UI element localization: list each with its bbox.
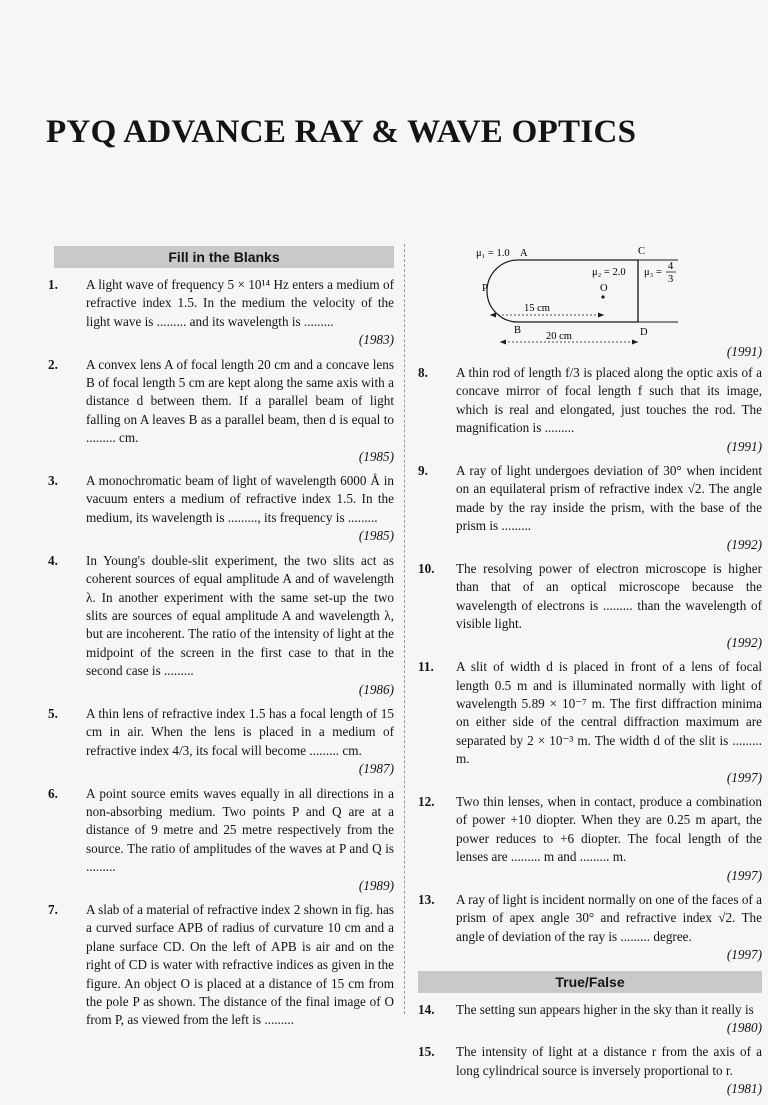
- question-year: (1980): [726, 1020, 762, 1035]
- object-point-o: [601, 295, 604, 298]
- question-item: [418, 364, 762, 456]
- question-number: 4.: [48, 552, 58, 568]
- question-item: [48, 901, 394, 1030]
- question-year: (1985): [358, 528, 394, 544]
- question-year: (1987): [358, 761, 394, 777]
- point-b-label: B: [514, 325, 522, 336]
- question-text: A thin rod of length f/3 is placed along the optic axis of a concave mirror of focal length f such that its image, which is real and elongated, just touches the rod. The magnification is .........: [456, 365, 762, 436]
- question-text: A convex lens A of focal length 20 cm and a concave lens B of focal length 5 cm are kept along the same axis with a distance d between them. If a parallel beam of light falling on A leaves B as a parallel beam, then d is equal to ......... cm.: [86, 356, 394, 446]
- point-o-label: O: [600, 283, 608, 294]
- question-number: 9.: [418, 463, 428, 479]
- question-number: 8.: [418, 365, 428, 380]
- column-divider: [404, 244, 405, 1014]
- section-header-true-false: True/False: [418, 971, 762, 993]
- question-year: (1992): [726, 634, 762, 650]
- question-number: 3.: [48, 473, 58, 489]
- refraction-diagram: [418, 244, 762, 346]
- dim-15cm-label: 15 cm: [524, 303, 550, 314]
- question-list-left: [48, 276, 394, 1030]
- dim-20cm-label: 20 cm: [546, 331, 572, 342]
- question-number: 1.: [48, 277, 58, 292]
- question-year: (1997): [726, 867, 762, 883]
- slab-figure: [418, 244, 762, 346]
- question-text: The intensity of light at a distance r from the axis of a long cylindrical source is inversely proportional to r.: [456, 1044, 762, 1078]
- question-year: (1997): [726, 947, 762, 963]
- question-year: (1991): [726, 438, 762, 454]
- mu2-label: μ₂ = 2.0: [592, 267, 626, 278]
- question-number: 13.: [418, 891, 435, 907]
- question-number: 5.: [48, 705, 58, 721]
- question-item: [48, 705, 394, 779]
- question-number: 2.: [48, 356, 58, 372]
- question-item: [418, 1043, 762, 1098]
- question-text: A slit of width d is placed in front of a lens of focal length 0.5 m and is illuminated normally with light of wavelength 5.89 × 10⁻⁷ m. The first diffraction minima on either side of the central diffraction maximum are separated by 2 × 10⁻³ m. The width d of the slit is ......... m.: [456, 659, 762, 767]
- question-item: [48, 276, 394, 350]
- point-a-label: A: [520, 248, 528, 259]
- question-number: 14.: [418, 1001, 435, 1017]
- question-item: [48, 356, 394, 466]
- question-year: (1997): [726, 769, 762, 785]
- question-text: A ray of light undergoes deviation of 30° when incident on an equilateral prism of refractive index √2. The angle made by the ray inside the prism, with the base of the prism is .........: [456, 463, 762, 534]
- mu1-label: μ₁ = 1.0: [476, 248, 510, 259]
- question-number: 12.: [418, 793, 435, 809]
- question-item: [418, 891, 762, 965]
- question-number: 6.: [48, 785, 58, 801]
- question-text: Two thin lenses, when in contact, produce a combination of power +10 diopter. When they are 0.25 m apart, the power reduces to +6 diopter. The focal length of the lenses are ......... m and ......... m.: [456, 793, 762, 865]
- mu3-denominator: 3: [668, 274, 674, 285]
- point-d-label: D: [640, 327, 648, 338]
- question-number: 10.: [418, 561, 435, 577]
- section-header-fill-blanks: Fill in the Blanks: [54, 246, 394, 268]
- question-text: The resolving power of electron microscope is higher than that of an optical microscope because the wavelength of electrons is ......... than the wavelength of visible light.: [456, 561, 762, 632]
- question-year: (1985): [358, 448, 394, 464]
- mu3-label: μ₃ =: [644, 267, 662, 278]
- question-text: A monochromatic beam of light of wavelength 6000 Å in vacuum enters a medium of refractive index 1.5. In the medium, its wavelength is ........., its frequency is .........: [86, 473, 394, 525]
- question-text: The setting sun appears higher in the sky than it really is: [456, 1001, 754, 1017]
- question-item: [48, 785, 394, 895]
- question-item: [418, 793, 762, 885]
- question-item: [418, 658, 762, 787]
- question-number: 7.: [48, 902, 58, 917]
- question-text: A thin lens of refractive index 1.5 has a focal length of 15 cm in air. When the lens is placed in a medium of refractive index 4/3, its focal will become ......... cm.: [86, 705, 394, 758]
- point-c-label: C: [638, 246, 646, 257]
- question-item: [418, 462, 762, 554]
- question-text: In Young's double-slit experiment, the two slits act as coherent sources of equal amplitude A and of wavelength λ. In another experiment with the same set-up the two slits are sources of equal amplitude A and wavelength λ, but are incoherent. The ratio of the intensity of light at the midpoint of the screen in the first case to that in the second case is .........: [86, 552, 394, 679]
- question-number: 15.: [418, 1044, 435, 1060]
- right-column: [418, 244, 762, 1105]
- question-text: A ray of light is incident normally on one of the faces of a prism of apex angle 30° and refractive index √2. The angle of deviation of the ray is ......... degree.: [456, 891, 762, 944]
- question-number: 11.: [418, 659, 434, 675]
- question-year: (1981): [726, 1081, 762, 1097]
- question-year: (1989): [358, 877, 394, 893]
- question-list-right: [418, 364, 762, 965]
- question-text: A light wave of frequency 5 × 10¹⁴ Hz enters a medium of refractive index 1.5. In the medium the velocity of the light wave is ......... and its wavelength is .........: [86, 277, 394, 329]
- left-column: [48, 240, 394, 1036]
- question-list-true-false: [418, 1001, 762, 1099]
- point-p-label: P: [482, 283, 488, 294]
- mu3-numerator: 4: [668, 261, 674, 272]
- question-item: [48, 552, 394, 699]
- question-item: [418, 560, 762, 652]
- question-year: (1983): [358, 332, 394, 348]
- question-text: A slab of a material of refractive index 2 shown in fig. has a curved surface APB of radius of curvature 10 cm and a plane surface CD. On the left of APB is air and on the right of CD is water with refractive indices as given in the figure. An object O is placed at a distance of 15 cm from the pole P as shown. The distance of the final image of O from P, as viewed from the left is .........: [86, 902, 394, 1028]
- question-item: [418, 1001, 762, 1038]
- question-year: (1986): [358, 681, 394, 697]
- question-item: [48, 472, 394, 546]
- page-title: PYQ ADVANCE RAY & WAVE OPTICS: [46, 114, 637, 150]
- question-text: A point source emits waves equally in all directions in a non-absorbing medium. Two points P and Q are at a distance of 9 metre and 25 metre respectively from the source. The ratio of amplitudes of the waves at P and Q is .........: [86, 785, 394, 875]
- q7-year: (1991): [726, 344, 762, 359]
- question-year: (1992): [726, 536, 762, 552]
